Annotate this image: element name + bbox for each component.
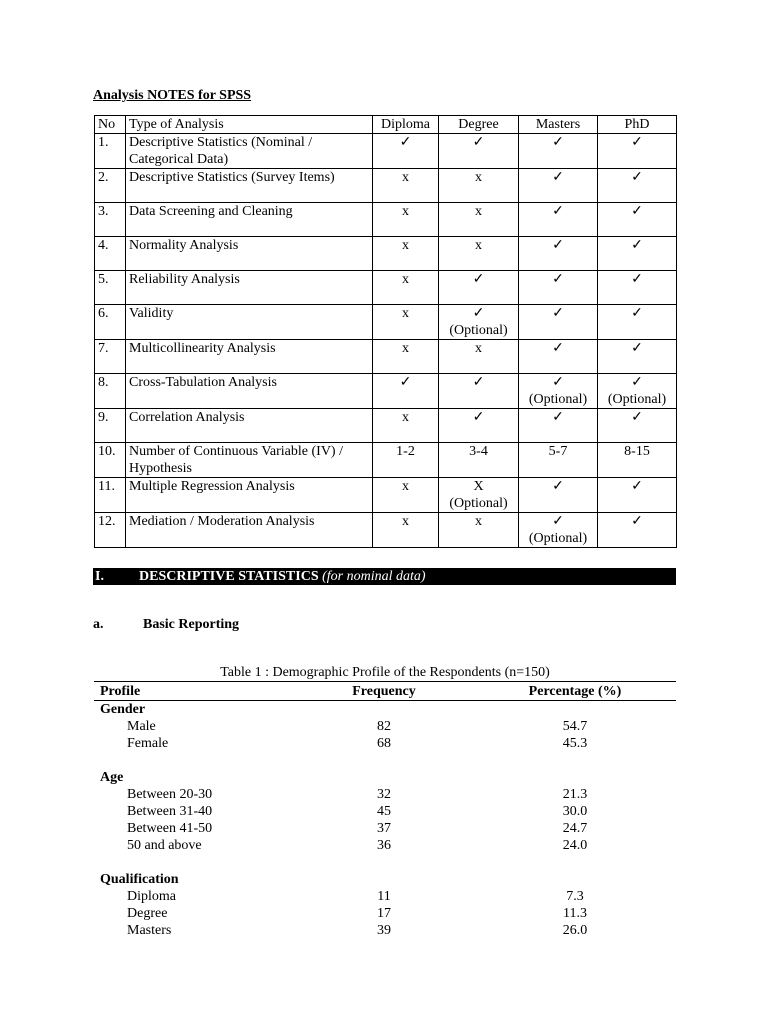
row-number-value: 3. bbox=[98, 204, 109, 219]
diploma-cell bbox=[373, 203, 439, 237]
degree-cell bbox=[439, 237, 519, 271]
analysis-row bbox=[95, 271, 677, 305]
item-frequency: 17 bbox=[377, 906, 391, 921]
row-number-value: 7. bbox=[98, 341, 109, 356]
header-frequency: Frequency bbox=[294, 682, 474, 701]
subsection-heading bbox=[93, 617, 239, 633]
item-label: Masters bbox=[127, 923, 172, 938]
masters-cell-value: ✓ bbox=[552, 238, 564, 253]
phd-cell-value: ✓ bbox=[631, 375, 643, 390]
phd-cell bbox=[598, 271, 677, 305]
phd-cell-value: ✓ bbox=[631, 135, 643, 150]
phd-cell bbox=[598, 374, 677, 409]
item-percentage: 24.7 bbox=[562, 821, 588, 836]
table-row bbox=[94, 905, 676, 922]
masters-cell bbox=[519, 134, 598, 169]
item-label: 50 and above bbox=[127, 838, 202, 853]
degree-cell-value: X bbox=[473, 479, 484, 494]
row-number bbox=[95, 134, 126, 169]
row-number bbox=[95, 203, 126, 237]
phd-cell bbox=[598, 513, 677, 548]
diploma-cell-value: x bbox=[402, 238, 409, 253]
analysis-type bbox=[126, 443, 373, 478]
phd-cell-value: ✓ bbox=[631, 204, 643, 219]
analysis-header-row bbox=[95, 116, 677, 134]
analysis-type bbox=[126, 478, 373, 513]
row-number bbox=[95, 305, 126, 340]
masters-cell bbox=[519, 409, 598, 443]
degree-cell-value: ✓ bbox=[472, 135, 485, 150]
subsection-letter: a. bbox=[93, 617, 104, 632]
degree-cell bbox=[439, 134, 519, 169]
demographic-table bbox=[94, 681, 676, 939]
item-frequency: 36 bbox=[377, 838, 391, 853]
item-percentage: 7.3 bbox=[566, 889, 584, 904]
item-label: Diploma bbox=[127, 889, 176, 904]
row-number-value: 1. bbox=[98, 135, 109, 150]
phd-cell-value: ✓ bbox=[631, 514, 643, 529]
demographic-header-row bbox=[94, 682, 676, 701]
item-percentage: 45.3 bbox=[562, 736, 588, 751]
degree-cell-value: x bbox=[475, 204, 482, 219]
group-label: Age bbox=[100, 770, 124, 785]
diploma-cell bbox=[373, 513, 439, 548]
diploma-cell-value: x bbox=[402, 479, 409, 494]
item-percentage: 11.3 bbox=[563, 906, 587, 921]
phd-cell-value: ✓ bbox=[631, 238, 643, 253]
masters-cell bbox=[519, 237, 598, 271]
masters-cell-value: ✓ bbox=[552, 306, 564, 321]
phd-cell-value: ✓ bbox=[631, 410, 643, 425]
analysis-table bbox=[94, 115, 677, 548]
phd-cell bbox=[598, 134, 677, 169]
masters-cell bbox=[519, 374, 598, 409]
row-number bbox=[95, 169, 126, 203]
table-row bbox=[94, 718, 676, 735]
item-frequency: 11 bbox=[377, 889, 391, 904]
degree-cell-value: ✓ bbox=[472, 306, 485, 321]
analysis-type-value: Multicollinearity Analysis bbox=[129, 341, 276, 356]
masters-cell bbox=[519, 340, 598, 374]
diploma-cell bbox=[373, 443, 439, 478]
item-frequency: 68 bbox=[377, 736, 391, 751]
masters-cell bbox=[519, 305, 598, 340]
diploma-cell bbox=[373, 374, 439, 409]
header-degree: Degree bbox=[439, 116, 519, 134]
analysis-type-value: Reliability Analysis bbox=[129, 272, 240, 287]
item-label: Between 20-30 bbox=[127, 787, 213, 802]
row-number bbox=[95, 409, 126, 443]
item-frequency: 37 bbox=[377, 821, 391, 836]
analysis-type bbox=[126, 203, 373, 237]
diploma-cell-value: x bbox=[402, 306, 409, 321]
analysis-type bbox=[126, 237, 373, 271]
analysis-type bbox=[126, 169, 373, 203]
row-number-value: 4. bbox=[98, 238, 109, 253]
analysis-row bbox=[95, 340, 677, 374]
item-frequency: 82 bbox=[377, 719, 391, 734]
masters-cell-value: ✓ bbox=[552, 410, 564, 425]
row-number bbox=[95, 513, 126, 548]
row-number bbox=[95, 340, 126, 374]
masters-cell-value: ✓ bbox=[552, 479, 564, 494]
row-number bbox=[95, 443, 126, 478]
masters-cell-value: ✓ bbox=[552, 135, 564, 150]
header-diploma: Diploma bbox=[373, 116, 439, 134]
section-heading-bar bbox=[93, 568, 676, 585]
diploma-cell-value: x bbox=[402, 410, 409, 425]
analysis-type-value: Mediation / Moderation Analysis bbox=[129, 514, 315, 529]
masters-cell bbox=[519, 169, 598, 203]
analysis-type bbox=[126, 340, 373, 374]
diploma-cell bbox=[373, 409, 439, 443]
degree-cell bbox=[439, 271, 519, 305]
analysis-type bbox=[126, 271, 373, 305]
group-row bbox=[94, 871, 676, 888]
diploma-cell-value: ✓ bbox=[399, 375, 412, 390]
analysis-row bbox=[95, 134, 677, 169]
row-number-value: 2. bbox=[98, 170, 109, 185]
item-percentage: 21.3 bbox=[562, 787, 588, 802]
diploma-cell-value: x bbox=[402, 272, 409, 287]
row-number-value: 6. bbox=[98, 306, 109, 321]
item-frequency: 45 bbox=[377, 804, 391, 819]
masters-cell-value: ✓ bbox=[552, 272, 564, 287]
degree-cell bbox=[439, 443, 519, 478]
row-number-value: 9. bbox=[98, 410, 109, 425]
masters-cell-value: ✓ bbox=[552, 375, 564, 390]
analysis-type-value: Descriptive Statistics (Nominal / Categorical Data) bbox=[129, 135, 313, 167]
table-row bbox=[94, 888, 676, 905]
analysis-row bbox=[95, 478, 677, 513]
analysis-type-value: Descriptive Statistics (Survey Items) bbox=[129, 170, 335, 185]
item-label: Between 41-50 bbox=[127, 821, 213, 836]
masters-cell bbox=[519, 478, 598, 513]
group-label: Qualification bbox=[100, 872, 179, 887]
table-row bbox=[94, 803, 676, 820]
group-row bbox=[94, 701, 676, 719]
row-number-value: 10. bbox=[98, 444, 116, 459]
diploma-cell-value: 1-2 bbox=[396, 444, 415, 459]
subsection-title: Basic Reporting bbox=[143, 617, 240, 632]
analysis-type bbox=[126, 374, 373, 409]
header-profile: Profile bbox=[94, 682, 294, 701]
analysis-type-value: Validity bbox=[129, 306, 174, 321]
row-number-value: 5. bbox=[98, 272, 109, 287]
table-row bbox=[94, 735, 676, 752]
diploma-cell bbox=[373, 169, 439, 203]
phd-cell-value: 8-15 bbox=[624, 444, 650, 459]
degree-cell-value: x bbox=[475, 341, 482, 356]
phd-cell-value: ✓ bbox=[631, 479, 643, 494]
phd-cell-optional-note: (Optional) bbox=[607, 392, 667, 407]
item-frequency: 32 bbox=[377, 787, 391, 802]
analysis-row bbox=[95, 203, 677, 237]
analysis-type bbox=[126, 305, 373, 340]
phd-cell bbox=[598, 443, 677, 478]
degree-cell-value: ✓ bbox=[472, 272, 485, 287]
diploma-cell-value: x bbox=[402, 341, 409, 356]
item-frequency: 39 bbox=[377, 923, 391, 938]
phd-cell bbox=[598, 237, 677, 271]
diploma-cell-value: ✓ bbox=[399, 135, 412, 150]
phd-cell bbox=[598, 305, 677, 340]
degree-cell bbox=[439, 305, 519, 340]
header-type: Type of Analysis bbox=[126, 116, 373, 134]
item-percentage: 54.7 bbox=[562, 719, 588, 734]
degree-cell-value: ✓ bbox=[472, 410, 485, 425]
row-number bbox=[95, 237, 126, 271]
analysis-type-value: Cross-Tabulation Analysis bbox=[129, 375, 277, 390]
analysis-row bbox=[95, 374, 677, 409]
analysis-type-value: Data Screening and Cleaning bbox=[129, 204, 293, 219]
row-number bbox=[95, 271, 126, 305]
masters-cell-value: ✓ bbox=[552, 204, 564, 219]
phd-cell-value: ✓ bbox=[631, 341, 643, 356]
phd-cell bbox=[598, 169, 677, 203]
header-phd: PhD bbox=[598, 116, 677, 134]
section-note: (for nominal data) bbox=[322, 569, 426, 584]
analysis-type bbox=[126, 513, 373, 548]
analysis-type-value: Number of Continuous Variable (IV) / Hypothesis bbox=[129, 444, 343, 476]
header-percentage: Percentage (%) bbox=[474, 682, 676, 701]
degree-cell bbox=[439, 374, 519, 409]
section-number: I. bbox=[95, 569, 104, 584]
degree-cell-value: x bbox=[475, 170, 482, 185]
diploma-cell bbox=[373, 237, 439, 271]
phd-cell-value: ✓ bbox=[631, 306, 643, 321]
group-label: Gender bbox=[100, 702, 146, 717]
group-spacer bbox=[94, 854, 676, 871]
diploma-cell bbox=[373, 305, 439, 340]
table-row bbox=[94, 922, 676, 939]
masters-cell-optional-note: (Optional) bbox=[528, 531, 588, 546]
phd-cell-value: ✓ bbox=[631, 170, 643, 185]
diploma-cell-value: x bbox=[402, 170, 409, 185]
phd-cell-value: ✓ bbox=[631, 272, 643, 287]
masters-cell-value: ✓ bbox=[552, 341, 564, 356]
row-number bbox=[95, 374, 126, 409]
item-percentage: 24.0 bbox=[562, 838, 588, 853]
masters-cell bbox=[519, 513, 598, 548]
phd-cell bbox=[598, 203, 677, 237]
table-row bbox=[94, 837, 676, 854]
item-label: Degree bbox=[127, 906, 168, 921]
table1-caption: Table 1 : Demographic Profile of the Respondents (n=150) bbox=[220, 665, 550, 680]
header-masters: Masters bbox=[519, 116, 598, 134]
analysis-type-value: Correlation Analysis bbox=[129, 410, 245, 425]
diploma-cell bbox=[373, 134, 439, 169]
degree-cell-value: x bbox=[475, 238, 482, 253]
group-row bbox=[94, 769, 676, 786]
masters-cell bbox=[519, 203, 598, 237]
degree-cell-optional-note: (Optional) bbox=[449, 323, 508, 338]
degree-cell bbox=[439, 513, 519, 548]
header-no: No bbox=[95, 116, 126, 134]
table-row bbox=[94, 820, 676, 837]
degree-cell-value: 3-4 bbox=[469, 444, 488, 459]
degree-cell bbox=[439, 169, 519, 203]
table-row bbox=[94, 786, 676, 803]
section-title-wrap bbox=[139, 568, 426, 585]
item-label: Female bbox=[127, 736, 169, 751]
degree-cell bbox=[439, 409, 519, 443]
row-number-value: 8. bbox=[98, 375, 109, 390]
row-number-value: 12. bbox=[98, 514, 116, 529]
analysis-type-value: Multiple Regression Analysis bbox=[129, 479, 295, 494]
degree-cell-value: x bbox=[475, 514, 482, 529]
masters-cell bbox=[519, 271, 598, 305]
masters-cell-value: ✓ bbox=[552, 170, 564, 185]
degree-cell bbox=[439, 340, 519, 374]
phd-cell bbox=[598, 340, 677, 374]
analysis-type-value: Normality Analysis bbox=[129, 238, 239, 253]
diploma-cell bbox=[373, 340, 439, 374]
diploma-cell bbox=[373, 478, 439, 513]
degree-cell-value: ✓ bbox=[472, 375, 485, 390]
masters-cell-value: ✓ bbox=[552, 514, 564, 529]
masters-cell bbox=[519, 443, 598, 478]
item-percentage: 30.0 bbox=[562, 804, 588, 819]
analysis-row bbox=[95, 237, 677, 271]
analysis-row bbox=[95, 513, 677, 548]
degree-cell bbox=[439, 203, 519, 237]
degree-cell-optional-note: (Optional) bbox=[449, 496, 508, 511]
document-title: Analysis NOTES for SPSS bbox=[93, 88, 252, 103]
item-percentage: 26.0 bbox=[562, 923, 588, 938]
row-number-value: 11. bbox=[98, 479, 115, 494]
phd-cell bbox=[598, 409, 677, 443]
item-label: Between 31-40 bbox=[127, 804, 213, 819]
analysis-row bbox=[95, 305, 677, 340]
analysis-row bbox=[95, 409, 677, 443]
degree-cell bbox=[439, 478, 519, 513]
analysis-row bbox=[95, 169, 677, 203]
section-title: DESCRIPTIVE STATISTICS bbox=[139, 569, 319, 584]
diploma-cell-value: x bbox=[402, 204, 409, 219]
row-number bbox=[95, 478, 126, 513]
analysis-type bbox=[126, 134, 373, 169]
item-label: Male bbox=[127, 719, 156, 734]
analysis-type bbox=[126, 409, 373, 443]
diploma-cell-value: x bbox=[402, 514, 409, 529]
phd-cell bbox=[598, 478, 677, 513]
diploma-cell bbox=[373, 271, 439, 305]
analysis-row bbox=[95, 443, 677, 478]
masters-cell-value: 5-7 bbox=[548, 444, 568, 459]
group-spacer bbox=[94, 752, 676, 769]
masters-cell-optional-note: (Optional) bbox=[528, 392, 588, 407]
